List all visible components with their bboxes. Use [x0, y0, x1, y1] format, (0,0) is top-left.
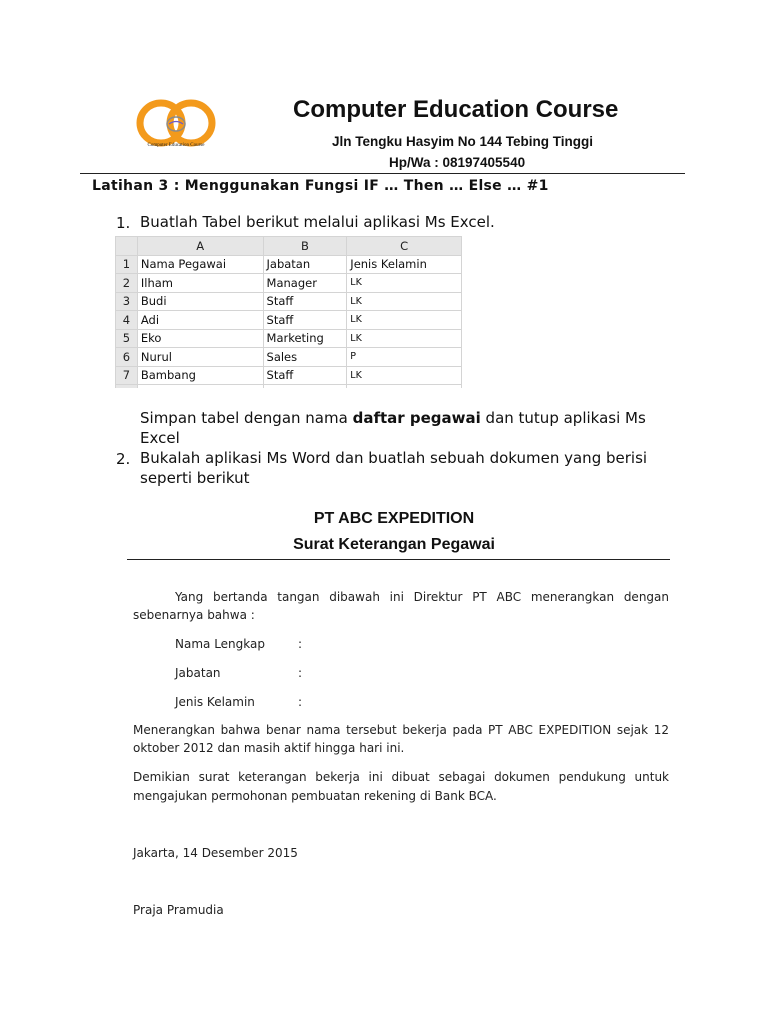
field-separator: : [298, 637, 303, 651]
cell: Adi [137, 311, 263, 330]
cell: Staff [263, 366, 347, 385]
exercise-title-clip [80, 174, 700, 196]
table-row [116, 329, 462, 348]
file-name: daftar pegawai [352, 409, 481, 427]
select-all-corner [116, 237, 138, 256]
cell: Staff [263, 292, 347, 311]
table-row-partial [116, 385, 462, 389]
letter-subject: Surat Keterangan Pegawai [293, 536, 495, 553]
row-number: 7 [116, 366, 138, 385]
step-1-text: Buatlah Tabel berikut melalui aplikasi Ms Excel. [140, 213, 495, 231]
cell: LK [347, 274, 462, 293]
institution-name: Computer Education Course [293, 96, 619, 123]
cell: Jabatan [263, 255, 347, 274]
table-row [116, 292, 462, 311]
field-separator: : [298, 666, 303, 680]
cell: Nama Pegawai [137, 255, 263, 274]
table-row [116, 348, 462, 367]
table-row [116, 311, 462, 330]
cell: Staff [263, 311, 347, 330]
cell: Nurul [137, 348, 263, 367]
row-number: 4 [116, 311, 138, 330]
row-number: 1 [116, 255, 138, 274]
cell: LK [347, 366, 462, 385]
field-label-gender: Jenis Kelamin [175, 695, 255, 709]
row-number: 3 [116, 292, 138, 311]
spreadsheet-screenshot [115, 236, 462, 388]
cell: Manager [263, 274, 347, 293]
column-header: A [137, 237, 263, 256]
cell: LK [347, 292, 462, 311]
letter-divider [127, 559, 670, 560]
letter-statement: Menerangkan bahwa benar nama tersebut bekerja pada PT ABC EXPEDITION sejak 12 [133, 723, 669, 737]
institution-address: Jln Tengku Hasyim No 144 Tebing Tinggi [332, 134, 594, 149]
exercise-title: Latihan 3 : Menggunakan Fungsi IF … Then … Else … #1 [92, 178, 549, 194]
step-2-text: Bukalah aplikasi Ms Word dan buatlah sebuah dokumen yang berisi [140, 449, 648, 467]
row-number: 6 [116, 348, 138, 367]
letter-signatory: Praja Pramudia [133, 903, 224, 917]
row-number: 5 [116, 329, 138, 348]
step-2-text-line2: seperti berikut [140, 469, 250, 487]
save-instruction: Simpan tabel dengan nama daftar pegawai dan tutup aplikasi Ms [140, 409, 646, 427]
letter-place-date: Jakarta, 14 Desember 2015 [133, 846, 298, 860]
table-row [116, 255, 462, 274]
cell: Bambang [137, 366, 263, 385]
save-instruction-line2: Excel [140, 429, 180, 447]
cell: LK [347, 329, 462, 348]
table-row [116, 366, 462, 385]
column-header: B [263, 237, 347, 256]
cell: Marketing [263, 329, 347, 348]
letter-statement-line2: oktober 2012 dan masih aktif hingga hari ini. [133, 741, 405, 755]
spreadsheet-header-row [116, 237, 462, 256]
letter-closing: Demikian surat keterangan bekerja ini dibuat sebagai dokumen pendukung untuk [133, 770, 669, 784]
cell: LK [347, 311, 462, 330]
cell: Jenis Kelamin [347, 255, 462, 274]
letter-company: PT ABC EXPEDITION [313, 510, 475, 527]
logo-caption: Computer Education Course [147, 143, 205, 148]
step-2-number: 2. [116, 450, 131, 468]
letter-intro: Yang bertanda tangan dibawah ini Direktur PT ABC menerangkan dengan [175, 590, 669, 604]
cell: Eko [137, 329, 263, 348]
step-1-number: 1. [116, 214, 131, 232]
spreadsheet-table [115, 236, 462, 388]
field-label-name: Nama Lengkap [175, 637, 265, 651]
row-number: 2 [116, 274, 138, 293]
letter-closing-line2: mengajukan permohonan pembuatan rekening di Bank BCA. [133, 789, 497, 803]
cell: P [347, 348, 462, 367]
column-header: C [347, 237, 462, 256]
field-label-position: Jabatan [175, 666, 221, 680]
field-separator: : [298, 695, 303, 709]
cell: Sales [263, 348, 347, 367]
letter-intro-line2: sebenarnya bahwa : [133, 608, 255, 622]
cell: Budi [137, 292, 263, 311]
institution-phone: Hp/Wa : 08197405540 [389, 155, 526, 170]
cell: Ilham [137, 274, 263, 293]
table-row [116, 274, 462, 293]
